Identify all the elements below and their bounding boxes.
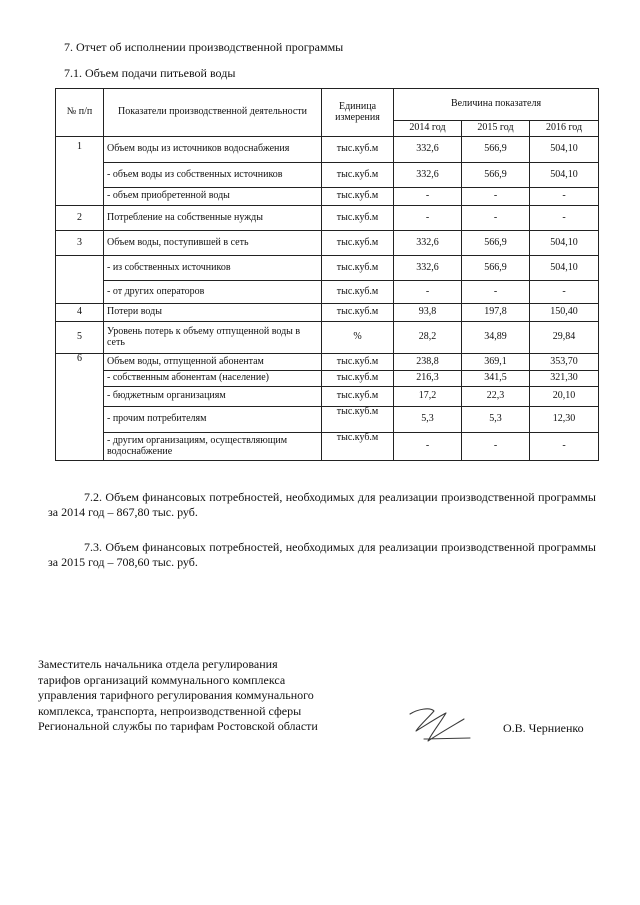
position-line: комплекса, транспорта, непроизводственной сферы bbox=[38, 703, 302, 718]
table-row bbox=[56, 433, 599, 461]
value-2016: 150,40 bbox=[530, 304, 599, 322]
value-2015: - bbox=[462, 206, 530, 231]
row-unit: тыс.куб.м bbox=[322, 137, 394, 163]
row-unit: тыс.куб.м bbox=[322, 304, 394, 322]
row-indicator: Потребление на собственные нужды bbox=[104, 206, 322, 231]
value-2014: 28,2 bbox=[394, 322, 462, 354]
table-row bbox=[56, 206, 599, 231]
value-2014: 93,8 bbox=[394, 304, 462, 322]
value-2015: - bbox=[462, 433, 530, 461]
value-2016: 504,10 bbox=[530, 231, 599, 256]
table-row bbox=[56, 256, 599, 281]
row-indicator: Уровень потерь к объему отпущенной воды в сеть bbox=[104, 322, 322, 354]
row-number bbox=[56, 256, 104, 304]
row-unit: тыс.куб.м bbox=[322, 256, 394, 281]
value-2015: 369,1 bbox=[462, 354, 530, 371]
row-indicator: Объем воды, поступившей в сеть bbox=[104, 231, 322, 256]
value-2016: 504,10 bbox=[530, 137, 599, 163]
value-2014: - bbox=[394, 188, 462, 206]
row-indicator: - прочим потребителям bbox=[104, 407, 322, 433]
value-2014: 17,2 bbox=[394, 387, 462, 407]
table-row bbox=[56, 407, 599, 433]
table-row bbox=[56, 387, 599, 407]
row-indicator: - бюджетным организациям bbox=[104, 387, 322, 407]
header-year-2014: 2014 год bbox=[394, 121, 462, 137]
table-header bbox=[56, 89, 599, 137]
value-2014: 216,3 bbox=[394, 371, 462, 387]
table-row bbox=[56, 231, 599, 256]
signer-name: О.В. Черниенко bbox=[503, 721, 584, 735]
position-line: управления тарифного регулирования коммунального bbox=[38, 688, 314, 702]
row-unit: тыс.куб.м bbox=[322, 354, 394, 371]
position-line: Региональной службы по тарифам Ростовской области bbox=[38, 719, 318, 733]
row-indicator: - от других операторов bbox=[104, 281, 322, 304]
row-indicator: Объем воды, отпущенной абонентам bbox=[104, 354, 322, 371]
row-unit: % bbox=[322, 322, 394, 354]
value-2015: 566,9 bbox=[462, 256, 530, 281]
row-number: 2 bbox=[56, 206, 104, 231]
row-unit: тыс.куб.м bbox=[322, 163, 394, 188]
value-2014: 5,3 bbox=[394, 407, 462, 433]
row-unit: тыс.куб.м bbox=[322, 387, 394, 407]
row-unit: тыс.куб.м bbox=[322, 433, 394, 461]
handwritten-signature bbox=[404, 705, 476, 747]
header-value-group: Величина показателя bbox=[394, 89, 599, 121]
value-2014: 332,6 bbox=[394, 163, 462, 188]
value-2016: 29,84 bbox=[530, 322, 599, 354]
value-2014: 332,6 bbox=[394, 137, 462, 163]
row-unit: тыс.куб.м bbox=[322, 206, 394, 231]
value-2015: 5,3 bbox=[462, 407, 530, 433]
value-2016: - bbox=[530, 281, 599, 304]
row-unit: тыс.куб.м bbox=[322, 371, 394, 387]
header-unit: Единица измерения bbox=[322, 89, 394, 137]
row-indicator: - объем приобретенной воды bbox=[104, 188, 322, 206]
position-line: Заместитель начальника отдела регулирования bbox=[38, 657, 278, 671]
table-row bbox=[56, 354, 599, 371]
section-title: 7. Отчет об исполнении производственной программы bbox=[64, 40, 344, 54]
table-row bbox=[56, 281, 599, 304]
value-2016: 504,10 bbox=[530, 256, 599, 281]
value-2016: 12,30 bbox=[530, 407, 599, 433]
value-2015: 566,9 bbox=[462, 163, 530, 188]
table-row bbox=[56, 371, 599, 387]
value-2015: 22,3 bbox=[462, 387, 530, 407]
value-2014: - bbox=[394, 281, 462, 304]
row-indicator: Потери воды bbox=[104, 304, 322, 322]
production-program-table bbox=[55, 88, 599, 461]
row-number: 1 bbox=[56, 137, 104, 206]
header-year-2015: 2015 год bbox=[462, 121, 530, 137]
table-body bbox=[56, 137, 599, 461]
value-2014: - bbox=[394, 433, 462, 461]
row-number: 4 bbox=[56, 304, 104, 322]
value-2014: - bbox=[394, 206, 462, 231]
row-indicator: Объем воды из источников водоснабжения bbox=[104, 137, 322, 163]
paragraph-7-2: 7.2. Объем финансовых потребностей, необходимых для реализации производственной программы за 2014 год – 867,80 тыс. руб. bbox=[48, 490, 596, 519]
value-2016: - bbox=[530, 188, 599, 206]
value-2015: 341,5 bbox=[462, 371, 530, 387]
value-2016: 353,70 bbox=[530, 354, 599, 371]
row-number: 3 bbox=[56, 231, 104, 256]
position-line: тарифов организаций коммунального комплекса bbox=[38, 672, 286, 687]
table-row bbox=[56, 188, 599, 206]
value-2016: 504,10 bbox=[530, 163, 599, 188]
value-2015: - bbox=[462, 188, 530, 206]
value-2015: 197,8 bbox=[462, 304, 530, 322]
row-number: 6 bbox=[56, 354, 104, 461]
paragraph-7-3: 7.3. Объем финансовых потребностей, необходимых для реализации производственной программы за 2015 год – 708,60 тыс. руб. bbox=[48, 540, 596, 569]
row-unit: тыс.куб.м bbox=[322, 281, 394, 304]
row-indicator: - из собственных источников bbox=[104, 256, 322, 281]
table-row bbox=[56, 322, 599, 354]
value-2014: 238,8 bbox=[394, 354, 462, 371]
row-number: 5 bbox=[56, 322, 104, 354]
row-unit: тыс.куб.м bbox=[322, 188, 394, 206]
row-unit: тыс.куб.м bbox=[322, 407, 394, 433]
value-2014: 332,6 bbox=[394, 231, 462, 256]
header-num: № п/п bbox=[56, 89, 104, 137]
value-2014: 332,6 bbox=[394, 256, 462, 281]
row-indicator: - объем воды из собственных источников bbox=[104, 163, 322, 188]
value-2016: 321,30 bbox=[530, 371, 599, 387]
signature-position-block bbox=[38, 657, 358, 735]
header-indicator: Показатели производственной деятельности bbox=[104, 89, 322, 137]
subsection-title: 7.1. Объем подачи питьевой воды bbox=[64, 66, 236, 80]
row-indicator: - другим организациям, осуществляющим водоснабжение bbox=[104, 433, 322, 461]
row-unit: тыс.куб.м bbox=[322, 231, 394, 256]
value-2016: - bbox=[530, 433, 599, 461]
value-2015: - bbox=[462, 281, 530, 304]
header-year-2016: 2016 год bbox=[530, 121, 599, 137]
value-2016: 20,10 bbox=[530, 387, 599, 407]
value-2015: 566,9 bbox=[462, 231, 530, 256]
table-row bbox=[56, 304, 599, 322]
row-indicator: - собственным абонентам (население) bbox=[104, 371, 322, 387]
table-row bbox=[56, 163, 599, 188]
value-2016: - bbox=[530, 206, 599, 231]
value-2015: 566,9 bbox=[462, 137, 530, 163]
table-row bbox=[56, 137, 599, 163]
value-2015: 34,89 bbox=[462, 322, 530, 354]
